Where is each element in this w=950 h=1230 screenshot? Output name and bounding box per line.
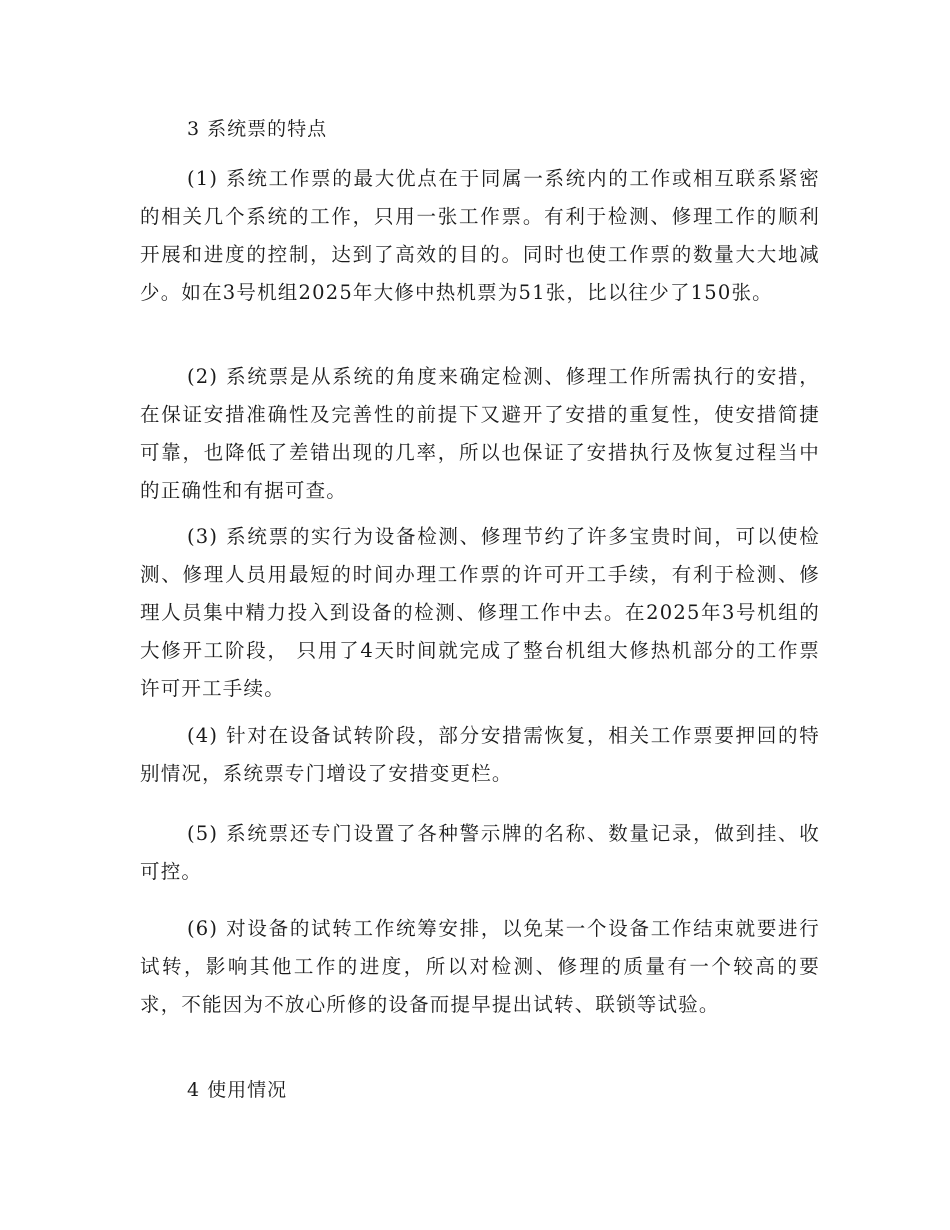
paragraph-5: (5) 系统票还专门设置了各种警示牌的名称、数量记录，做到挂、收可控。	[140, 822, 820, 883]
paragraph-4: (4) 针对在设备试转阶段，部分安措需恢复，相关工作票要押回的特别情况，系统票专门增设了安措变更栏。	[140, 724, 820, 785]
paragraph-3: (3) 系统票的实行为设备检测、修理节约了许多宝贵时间，可以使检测、修理人员用最短的时间办理工作票的许可开工手续，有利于检测、修理人员集中精力投入到设备的检测、修理工作中去。在2025年3号机组的大修开工阶段， 只用了4天时间就完成了整台机组大修热机部分的工作票许可开工手续。	[140, 525, 820, 700]
paragraph-2: (2) 系统票是从系统的角度来确定检测、修理工作所需执行的安措，在保证安措准确性及完善性的前提下又避开了安措的重复性，使安措简捷可靠，也降低了差错出现的几率，所以也保证了安措执行及恢复过程当中的正确性和有据可查。	[140, 365, 820, 502]
paragraph-1: (1) 系统工作票的最大优点在于同属一系统内的工作或相互联系紧密的相关几个系统的工作，只用一张工作票。有利于检测、修理工作的顺利开展和进度的控制，达到了高效的目的。同时也使工作票的数量大大地减少。如在3号机组2025年大修中热机票为51张，比以往少了150张。	[140, 167, 820, 304]
paragraph-6: (6) 对设备的试转工作统筹安排，以免某一个设备工作结束就要进行试转，影响其他工作的进度，所以对检测、修理的质量有一个较高的要求，不能因为不放心所修的设备而提早提出试转、联锁等试验。	[140, 917, 820, 1016]
section-4-heading: 4 使用情况	[187, 1079, 288, 1101]
section-3-heading: 3 系统票的特点	[187, 118, 328, 140]
